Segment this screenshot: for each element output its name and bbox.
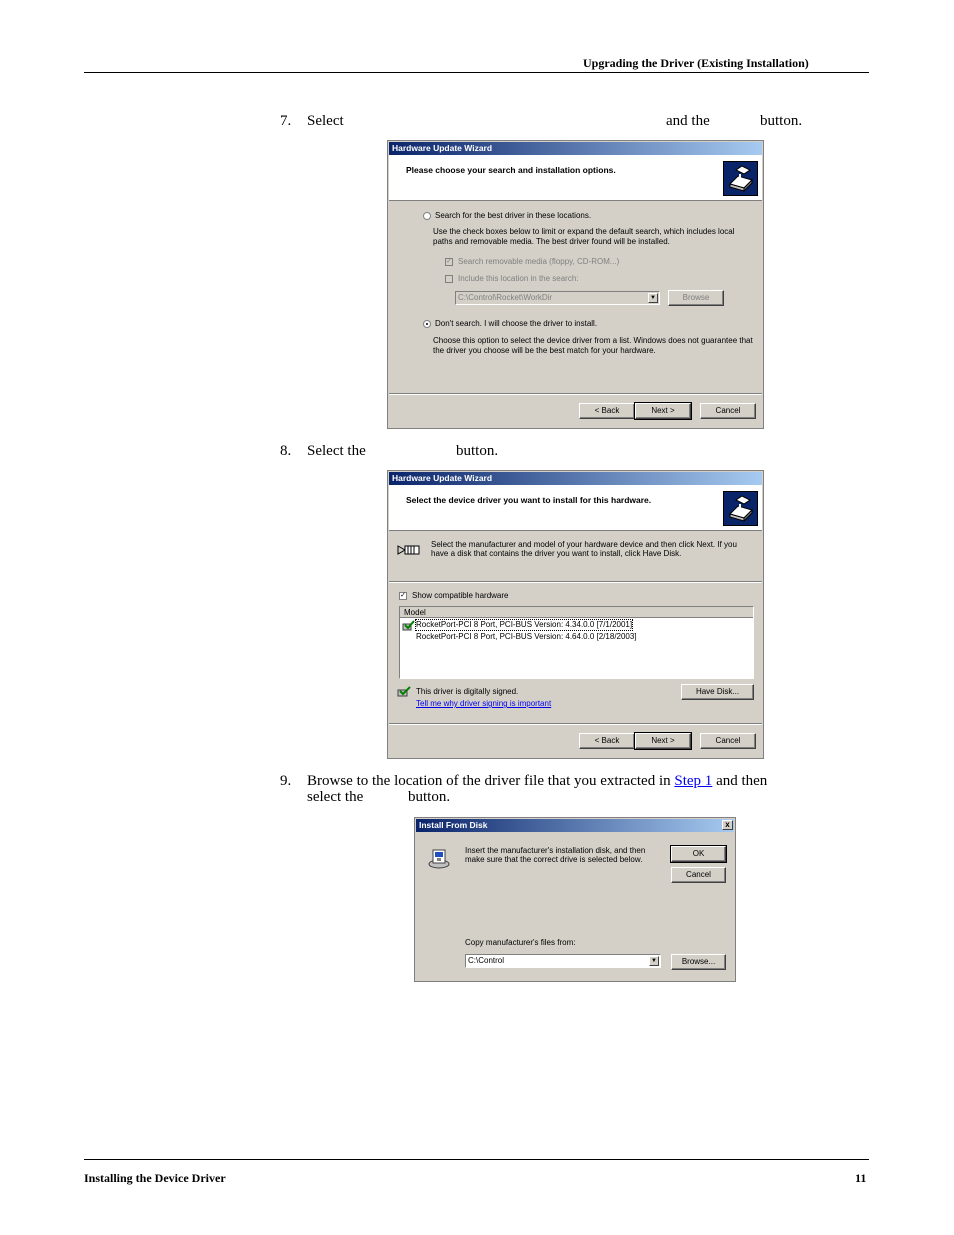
include-location-label: Include this location in the search: xyxy=(458,274,579,283)
insert-disk-message-line-1: Insert the manufacturer's installation disk, and then xyxy=(465,846,646,855)
chevron-down-icon[interactable]: ▼ xyxy=(649,956,659,966)
hardware-update-wizard-search-options xyxy=(387,140,764,429)
hardware-wizard-icon xyxy=(723,161,758,196)
search-location-value: C:\Control\Rocket\WorkDir xyxy=(458,293,553,302)
model-list[interactable] xyxy=(399,606,754,679)
digitally-signed-icon xyxy=(397,686,411,697)
dialog-1-titlebar: Hardware Update Wizard xyxy=(389,142,762,155)
step-9-number: 9. xyxy=(280,773,292,789)
install-from-disk-dialog xyxy=(414,817,736,982)
dont-search-description-line-1: Choose this option to select the device driver from a list. Windows does not guarantee that xyxy=(433,336,753,345)
cancel-button[interactable]: Cancel xyxy=(671,867,726,883)
search-description-line-1: Use the check boxes below to limit or expand the default search, which includes local xyxy=(433,227,735,236)
cancel-button[interactable]: Cancel xyxy=(700,733,756,749)
dont-search-radio[interactable] xyxy=(423,320,431,328)
cancel-button[interactable]: Cancel xyxy=(700,403,756,419)
dialog-1-header xyxy=(389,155,762,201)
search-removable-media-label: Search removable media (floppy, CD-ROM...) xyxy=(458,257,620,266)
dialog-2-separator-top xyxy=(389,581,762,583)
step-9-line-2b: button. xyxy=(408,789,451,805)
back-button[interactable]: < Back xyxy=(579,733,635,749)
chevron-down-icon[interactable]: ▼ xyxy=(648,293,658,303)
install-disk-icon xyxy=(427,846,451,870)
search-location-combo[interactable] xyxy=(455,291,660,305)
signed-driver-icon xyxy=(402,620,415,631)
select-description-line-1: Select the manufacturer and model of your hardware device and then click Next. If you xyxy=(431,540,737,549)
hardware-wizard-icon xyxy=(723,491,758,526)
browse-button[interactable]: Browse xyxy=(668,290,724,306)
have-disk-button[interactable]: Have Disk... xyxy=(681,684,754,700)
search-description-line-2: paths and removable media. The best driver found will be installed. xyxy=(433,237,670,246)
dialog-3-titlebar: Install From Disk xyxy=(416,819,734,832)
dialog-2-separator-bottom xyxy=(389,723,762,725)
dialog-2-titlebar: Hardware Update Wizard xyxy=(389,472,762,485)
search-removable-media-checkbox[interactable]: ✓ xyxy=(446,258,452,265)
step-9-line-2a: select the xyxy=(307,789,364,805)
running-header: Upgrading the Driver (Existing Installation) xyxy=(583,56,809,70)
next-button[interactable]: Next > xyxy=(635,403,691,419)
next-button[interactable]: Next > xyxy=(635,733,691,749)
driver-signing-link[interactable]: Tell me why driver signing is important xyxy=(416,699,552,708)
footer-chapter-title: Installing the Device Driver xyxy=(84,1171,226,1185)
copy-files-path-combo[interactable] xyxy=(465,954,661,968)
select-description-line-2: have a disk that contains the driver you want to install, click Have Disk. xyxy=(431,549,682,558)
step-7-text-c: button. xyxy=(760,113,803,129)
ok-button[interactable]: OK xyxy=(671,846,726,862)
dialog-1-heading: Please choose your search and installation options. xyxy=(406,165,616,175)
header-rule xyxy=(84,72,869,73)
driver-signed-text: This driver is digitally signed. xyxy=(416,687,519,696)
step-7-text-b: and the xyxy=(666,113,710,129)
search-best-driver-label: Search for the best driver in these locations. xyxy=(435,211,592,220)
step-7-text-a: Select xyxy=(307,113,344,129)
footer-rule xyxy=(84,1159,869,1160)
step-8-text-a: Select the xyxy=(307,443,366,459)
include-location-checkbox[interactable] xyxy=(445,275,453,283)
dialog-2-header xyxy=(389,485,762,531)
hardware-update-wizard-select-driver xyxy=(387,470,764,759)
copy-files-path-value: C:\Control xyxy=(468,956,505,965)
show-compatible-hardware-checkbox[interactable]: ✓ xyxy=(400,592,406,599)
step-9-text-b: and then xyxy=(716,773,768,789)
pci-card-icon xyxy=(397,543,421,557)
page-number: 11 xyxy=(855,1171,867,1185)
dont-search-label: Don't search. I will choose the driver to install. xyxy=(435,319,598,328)
dialog-1-separator xyxy=(389,393,762,395)
step-7-number: 7. xyxy=(280,113,292,129)
copy-files-label: Copy manufacturer's files from: xyxy=(465,938,576,947)
model-item-4-34[interactable]: RocketPort-PCI 8 Port, PCI-BUS Version: 4.34.0.0 [7/1/2001] xyxy=(416,620,633,629)
model-column-header[interactable]: Model xyxy=(400,607,753,618)
step-9-line-1 xyxy=(307,773,867,789)
search-best-driver-radio[interactable] xyxy=(423,212,431,220)
step-9-text-a: Browse to the location of the driver file that you extracted in xyxy=(307,773,671,789)
dont-search-description-line-2: the driver you choose will be the best match for your hardware. xyxy=(433,346,656,355)
show-compatible-hardware-label: Show compatible hardware xyxy=(412,591,509,600)
dialog-2-heading: Select the device driver you want to install for this hardware. xyxy=(406,495,652,505)
step-8-number: 8. xyxy=(280,443,292,459)
close-icon[interactable]: x xyxy=(722,820,733,830)
model-item-4-64[interactable]: RocketPort-PCI 8 Port, PCI-BUS Version: 4.64.0.0 [2/18/2003] xyxy=(416,632,637,641)
back-button[interactable]: < Back xyxy=(579,403,635,419)
browse-button[interactable]: Browse... xyxy=(671,954,726,970)
step-1-link[interactable]: Step 1 xyxy=(674,773,713,789)
insert-disk-message-line-2: make sure that the correct drive is selected below. xyxy=(465,855,643,864)
step-8-text-b: button. xyxy=(456,443,499,459)
